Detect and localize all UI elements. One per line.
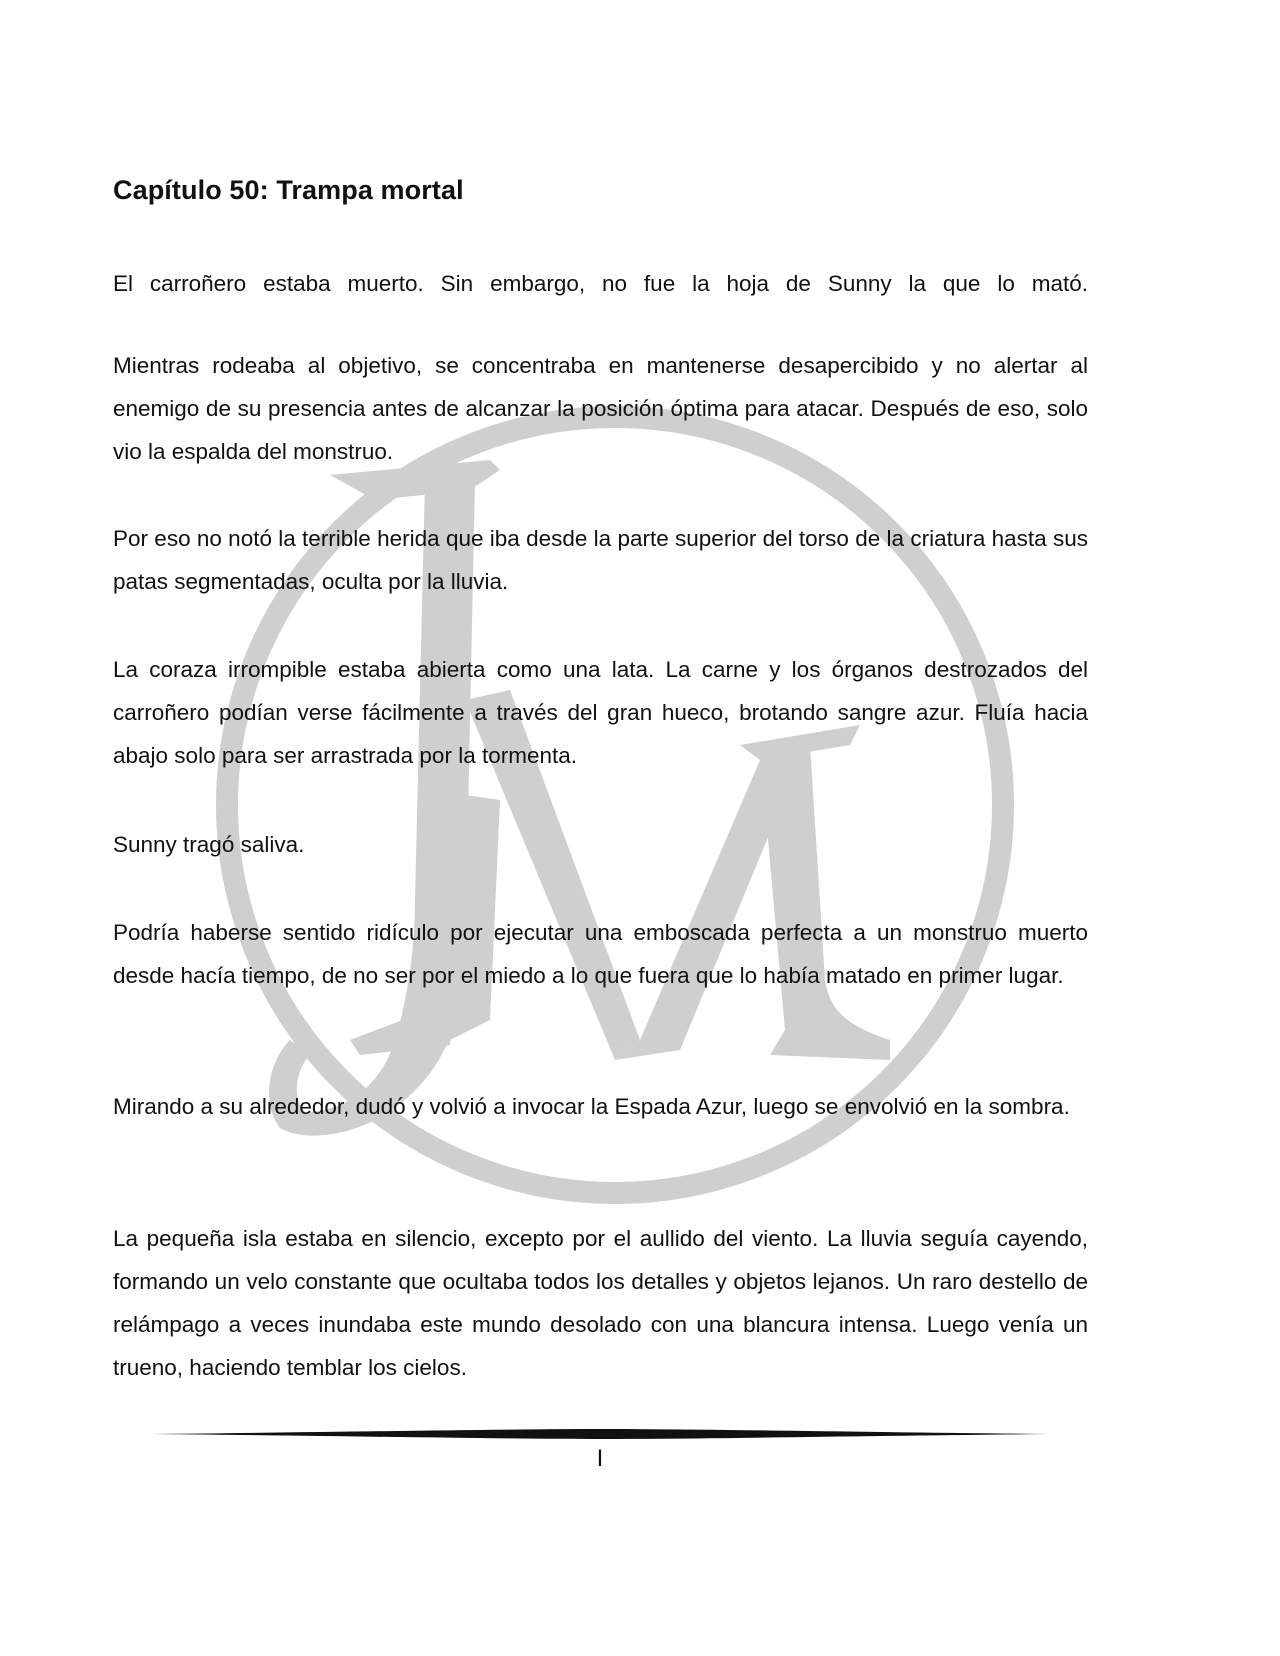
paragraph: Mirando a su alrededor, dudó y volvió a invocar la Espada Azur, luego se envolvió en la sombra. — [113, 1094, 1070, 1119]
footer-divider — [152, 1428, 1052, 1440]
paragraph: Mientras rodeaba al objetivo, se concentraba en mantenerse desapercibido y no alertar al enemigo de su presencia antes de alcanzar la posición óptima para atacar. Después de eso, solo vio la espalda del monstruo. — [113, 353, 1088, 464]
chapter-title: Capítulo 50: Trampa mortal — [113, 175, 464, 205]
paragraph: Sunny tragó saliva. — [113, 832, 305, 857]
paragraph: La pequeña isla estaba en silencio, excepto por el aullido del viento. La lluvia seguía cayendo, formando un velo constante que ocultaba todos los detalles y objetos lejanos. Un raro destello de relámpago a veces inundaba este mundo desolado con una blancura intensa. Luego venía un trueno, haciendo temblar los cielos. — [113, 1226, 1088, 1380]
page-number: I — [596, 1445, 604, 1472]
paragraph: El carroñero estaba muerto. Sin embargo, no fue la hoja de Sunny la que lo mató. — [113, 271, 1088, 296]
paragraph: Podría haberse sentido ridículo por ejecutar una emboscada perfecta a un monstruo muerto desde hacía tiempo, de no ser por el miedo a lo que fuera que lo había matado en primer lugar. — [113, 920, 1088, 988]
paragraph: Por eso no notó la terrible herida que iba desde la parte superior del torso de la criatura hasta sus patas segmentadas, oculta por la lluvia. — [113, 526, 1088, 594]
paragraph: La coraza irrompible estaba abierta como una lata. La carne y los órganos destrozados del carroñero podían verse fácilmente a través del gran hueco, brotando sangre azur. Fluía hacia abajo solo para ser arrastrada por la tormenta. — [113, 657, 1088, 768]
